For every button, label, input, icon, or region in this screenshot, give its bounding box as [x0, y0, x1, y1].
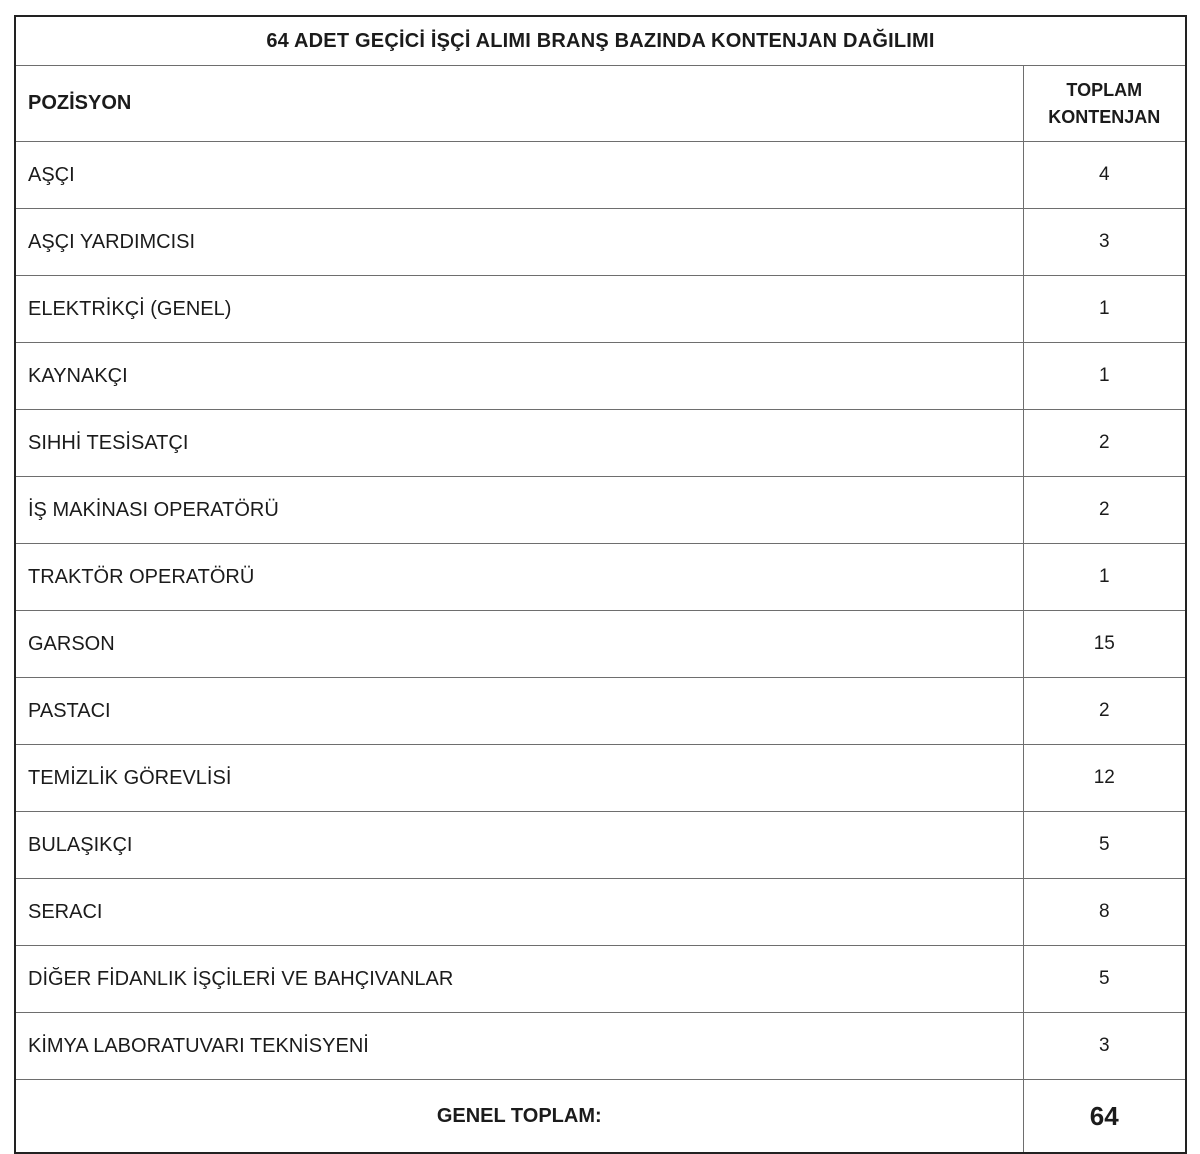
quota-table — [14, 15, 1187, 1154]
position-cell: BULAŞIKÇI — [15, 812, 1023, 879]
quota-cell: 12 — [1023, 745, 1186, 812]
table-row — [15, 812, 1186, 879]
table-row — [15, 678, 1186, 745]
position-cell: İŞ MAKİNASI OPERATÖRÜ — [15, 477, 1023, 544]
table-row — [15, 946, 1186, 1013]
grand-total-label: GENEL TOPLAM: — [15, 1080, 1023, 1154]
quota-cell: 1 — [1023, 276, 1186, 343]
table-footer-row — [15, 1080, 1186, 1154]
table-row — [15, 745, 1186, 812]
table-title: 64 ADET GEÇİCİ İŞÇİ ALIMI BRANŞ BAZINDA KONTENJAN DAĞILIMI — [15, 16, 1186, 66]
position-cell: AŞÇI YARDIMCISI — [15, 209, 1023, 276]
quota-cell: 4 — [1023, 142, 1186, 209]
quota-cell: 15 — [1023, 611, 1186, 678]
quota-cell: 8 — [1023, 879, 1186, 946]
quota-cell: 2 — [1023, 410, 1186, 477]
position-cell: GARSON — [15, 611, 1023, 678]
table-row — [15, 1013, 1186, 1080]
table-title-row — [15, 16, 1186, 66]
column-header-position: POZİSYON — [15, 66, 1023, 142]
table-row — [15, 611, 1186, 678]
quota-cell: 1 — [1023, 544, 1186, 611]
quota-cell: 5 — [1023, 812, 1186, 879]
grand-total-value: 64 — [1023, 1080, 1186, 1154]
table-row — [15, 142, 1186, 209]
table-row — [15, 209, 1186, 276]
table-header-row — [15, 66, 1186, 142]
position-cell: TEMİZLİK GÖREVLİSİ — [15, 745, 1023, 812]
position-cell: SIHHİ TESİSATÇI — [15, 410, 1023, 477]
table-row — [15, 544, 1186, 611]
table-row — [15, 879, 1186, 946]
position-cell: PASTACI — [15, 678, 1023, 745]
table-row — [15, 477, 1186, 544]
quota-cell: 1 — [1023, 343, 1186, 410]
quota-cell: 2 — [1023, 477, 1186, 544]
quota-cell: 2 — [1023, 678, 1186, 745]
position-cell: AŞÇI — [15, 142, 1023, 209]
position-cell: SERACI — [15, 879, 1023, 946]
position-cell: KAYNAKÇI — [15, 343, 1023, 410]
table-row — [15, 276, 1186, 343]
position-cell: DİĞER FİDANLIK İŞÇİLERİ VE BAHÇIVANLAR — [15, 946, 1023, 1013]
quota-cell: 5 — [1023, 946, 1186, 1013]
quota-cell: 3 — [1023, 209, 1186, 276]
position-cell: KİMYA LABORATUVARI TEKNİSYENİ — [15, 1013, 1023, 1080]
position-cell: TRAKTÖR OPERATÖRÜ — [15, 544, 1023, 611]
position-cell: ELEKTRİKÇİ (GENEL) — [15, 276, 1023, 343]
quota-cell: 3 — [1023, 1013, 1186, 1080]
table-row — [15, 410, 1186, 477]
table-row — [15, 343, 1186, 410]
column-header-total-quota: TOPLAM KONTENJAN — [1023, 66, 1186, 142]
